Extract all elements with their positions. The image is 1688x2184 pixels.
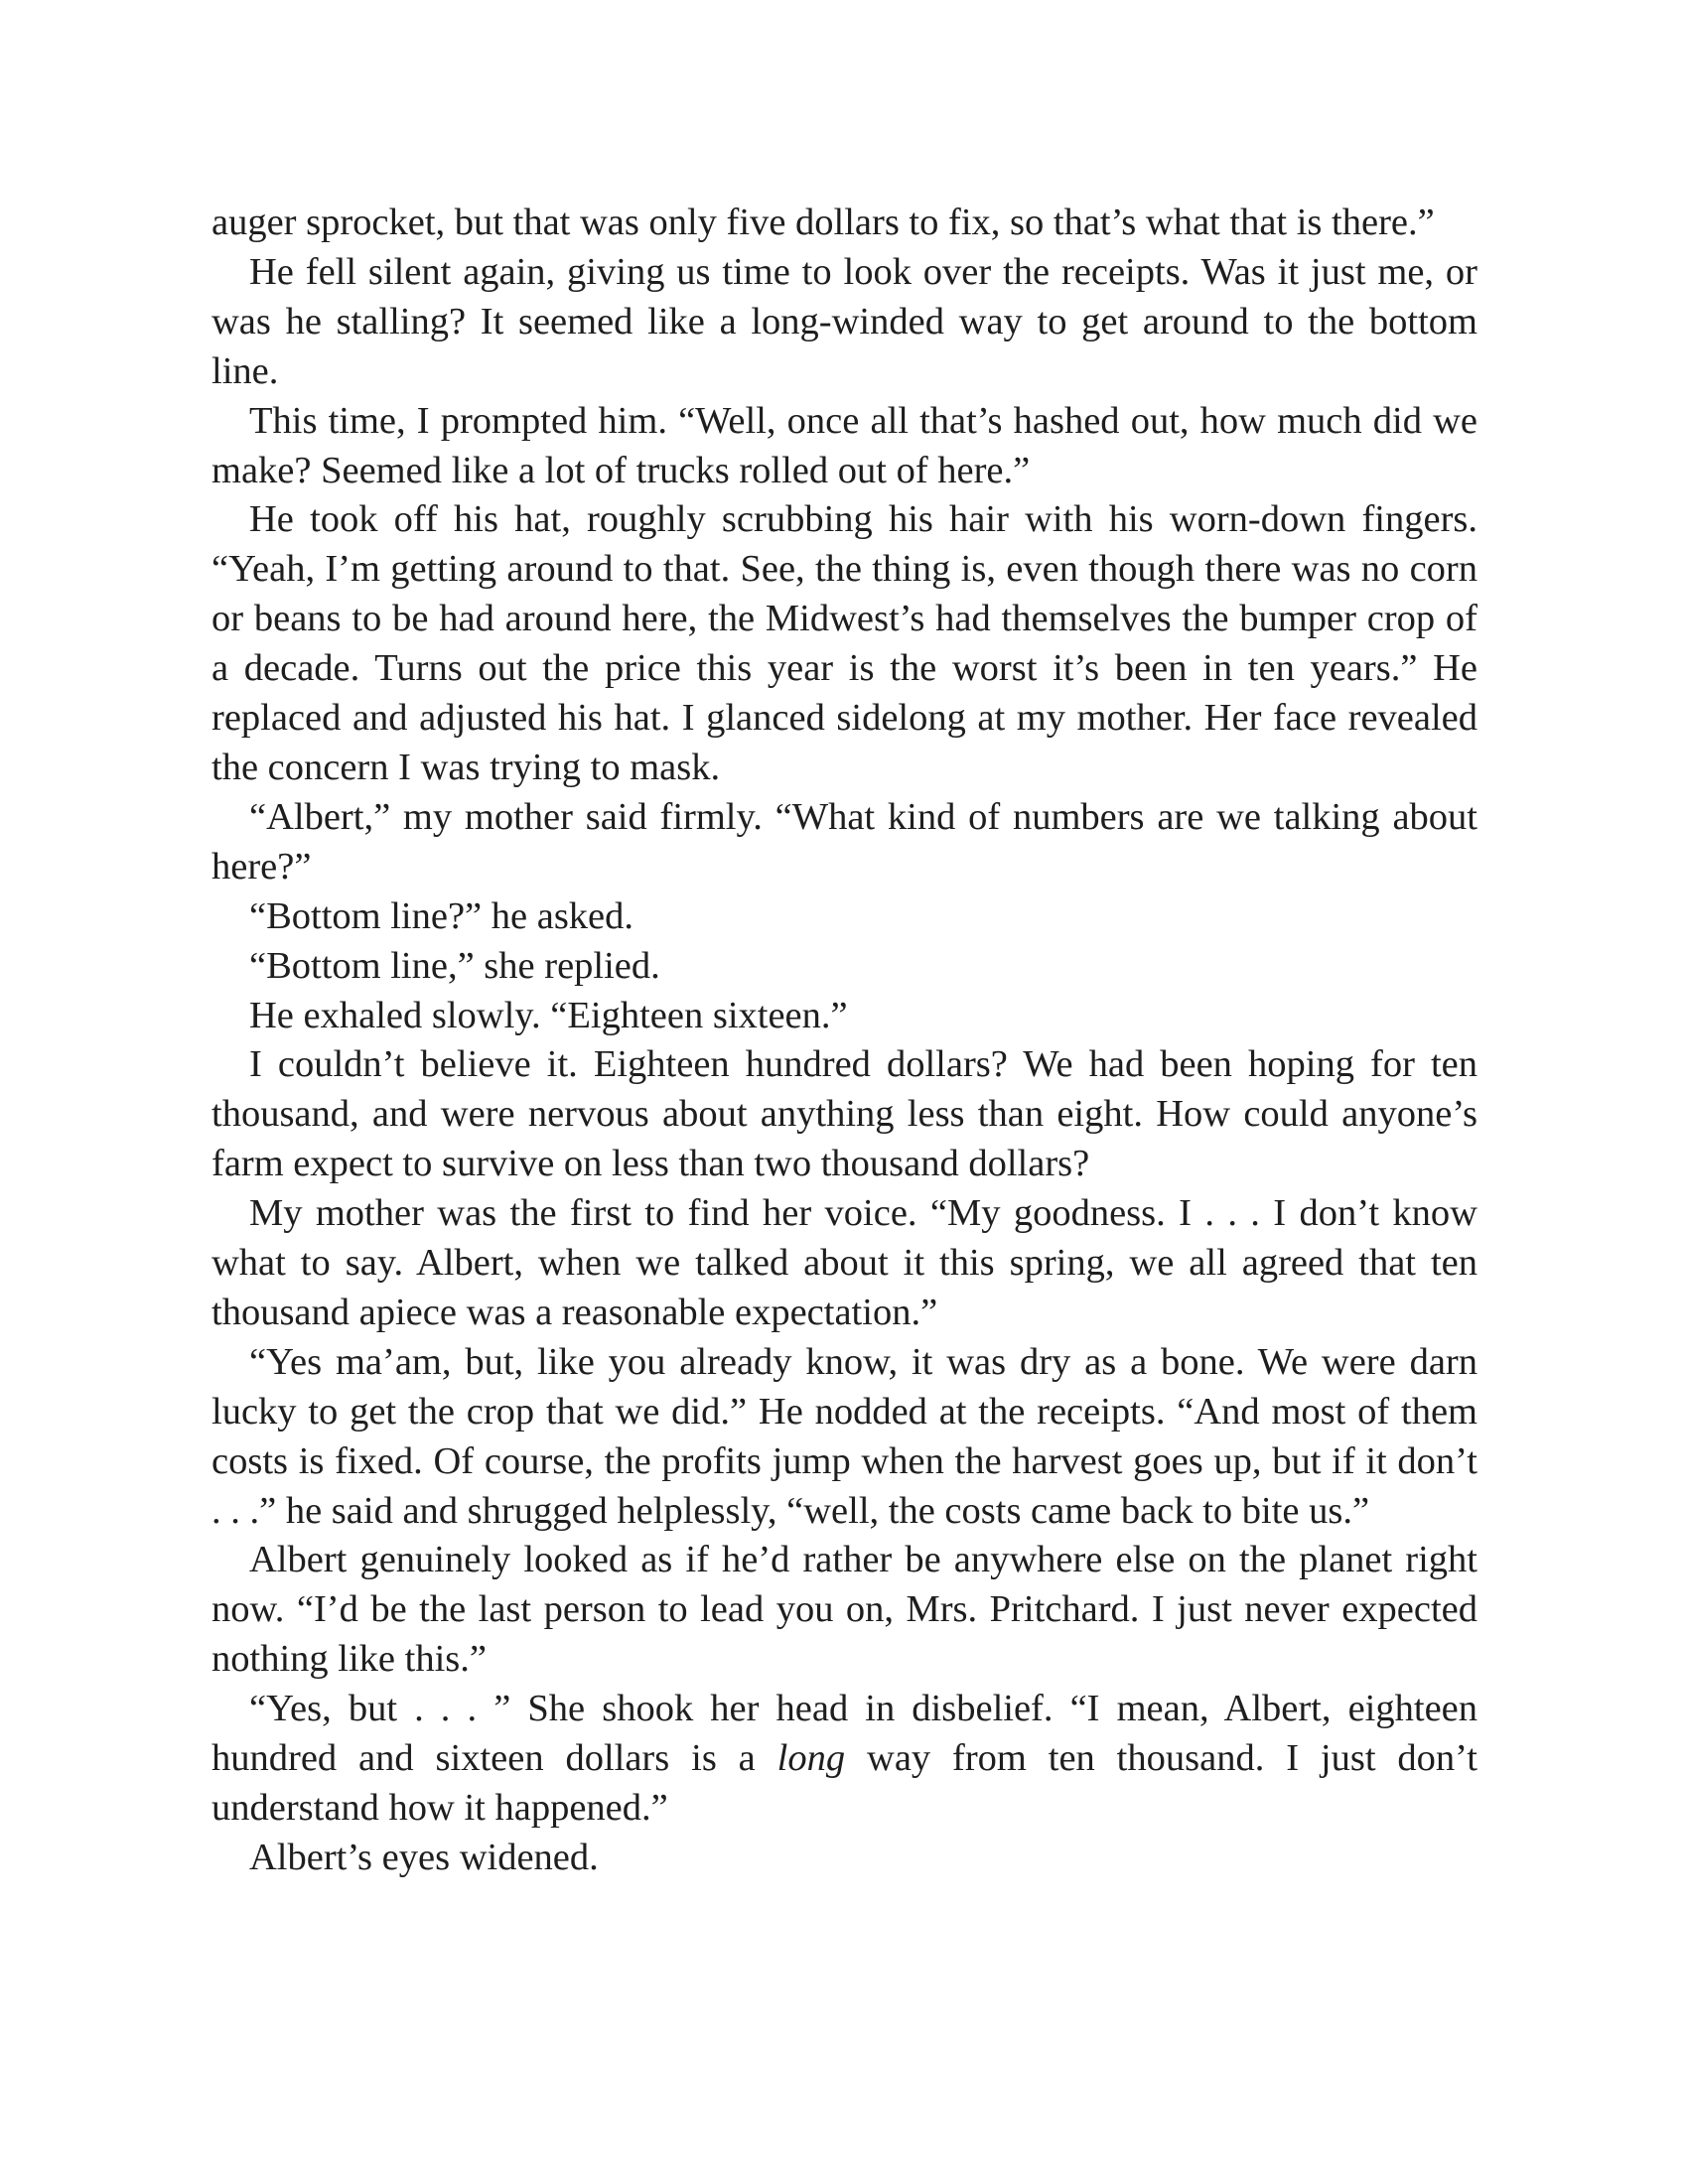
book-page xyxy=(211,199,1477,1883)
paragraph-9: I couldn’t believe it. Eighteen hundred dollars? We had been hoping for ten thousand, and were nervous about anything less than eight. How could anyone’s farm expect to survive on less than two thousand dollars? xyxy=(211,1043,1477,1185)
paragraph-13-before: “Yes, but . . . ” She shook her head in disbelief. “I mean, Albert, eighteen hundred and sixteen dollars is a xyxy=(211,1688,1477,1780)
paragraph-10: My mother was the first to find her voice. “My goodness. I . . . I don’t know what to say. Albert, when we talked about it this spring, we all agreed that ten thousand apiece was a reasonable expectation.” xyxy=(211,1192,1477,1333)
paragraph-11: “Yes ma’am, but, like you already know, it was dry as a bone. We were darn lucky to get the crop that we did.” He nodded at the receipts. “And most of them costs is fixed. Of course, the profits jump when the harvest goes up, but if it don’t . . .” he said and shrugged helplessly, “well, the costs came back to bite us.” xyxy=(211,1340,1477,1532)
paragraph-12: Albert genuinely looked as if he’d rather be anywhere else on the planet right now. “I’d be the last person to lead you on, Mrs. Pritchard. I just never expected nothing like this.” xyxy=(211,1539,1477,1681)
paragraph-13-after: way from ten thousand. I just don’t understand how it happened.” xyxy=(211,1737,1477,1829)
paragraph-3: This time, I prompted him. “Well, once all that’s hashed out, how much did we make? Seemed like a lot of trucks rolled out of here.” xyxy=(211,399,1477,491)
paragraph-2: He fell silent again, giving us time to look over the receipts. Was it just me, or was he stalling? It seemed like a long-winded way to get around to the bottom line. xyxy=(211,250,1477,392)
paragraph-8: He exhaled slowly. “Eighteen sixteen.” xyxy=(249,994,848,1036)
paragraph-6: “Bottom line?” he asked. xyxy=(249,894,634,937)
paragraph-1: auger sprocket, but that was only five dollars to fix, so that’s what that is there.” xyxy=(211,202,1435,243)
paragraph-4: He took off his hat, roughly scrubbing his hair with his worn-down fingers. “Yeah, I’m getting around to that. See, the thing is, even though there was no corn or beans to be had around here, the Midwest’s had themselves the bumper crop of a decade. Turns out the price this year is the worst it’s been in ten years.” He replaced and adjusted his hat. I glanced sidelong at my mother. Her face revealed the concern I was trying to mask. xyxy=(211,498,1477,788)
paragraph-13 xyxy=(211,1685,1477,1834)
paragraph-13-italic: long xyxy=(776,1737,846,1780)
paragraph-7: “Bottom line,” she replied. xyxy=(249,944,660,987)
paragraph-5: “Albert,” my mother said firmly. “What kind of numbers are we talking about here?” xyxy=(211,795,1477,887)
paragraph-14: Albert’s eyes widened. xyxy=(249,1836,599,1878)
